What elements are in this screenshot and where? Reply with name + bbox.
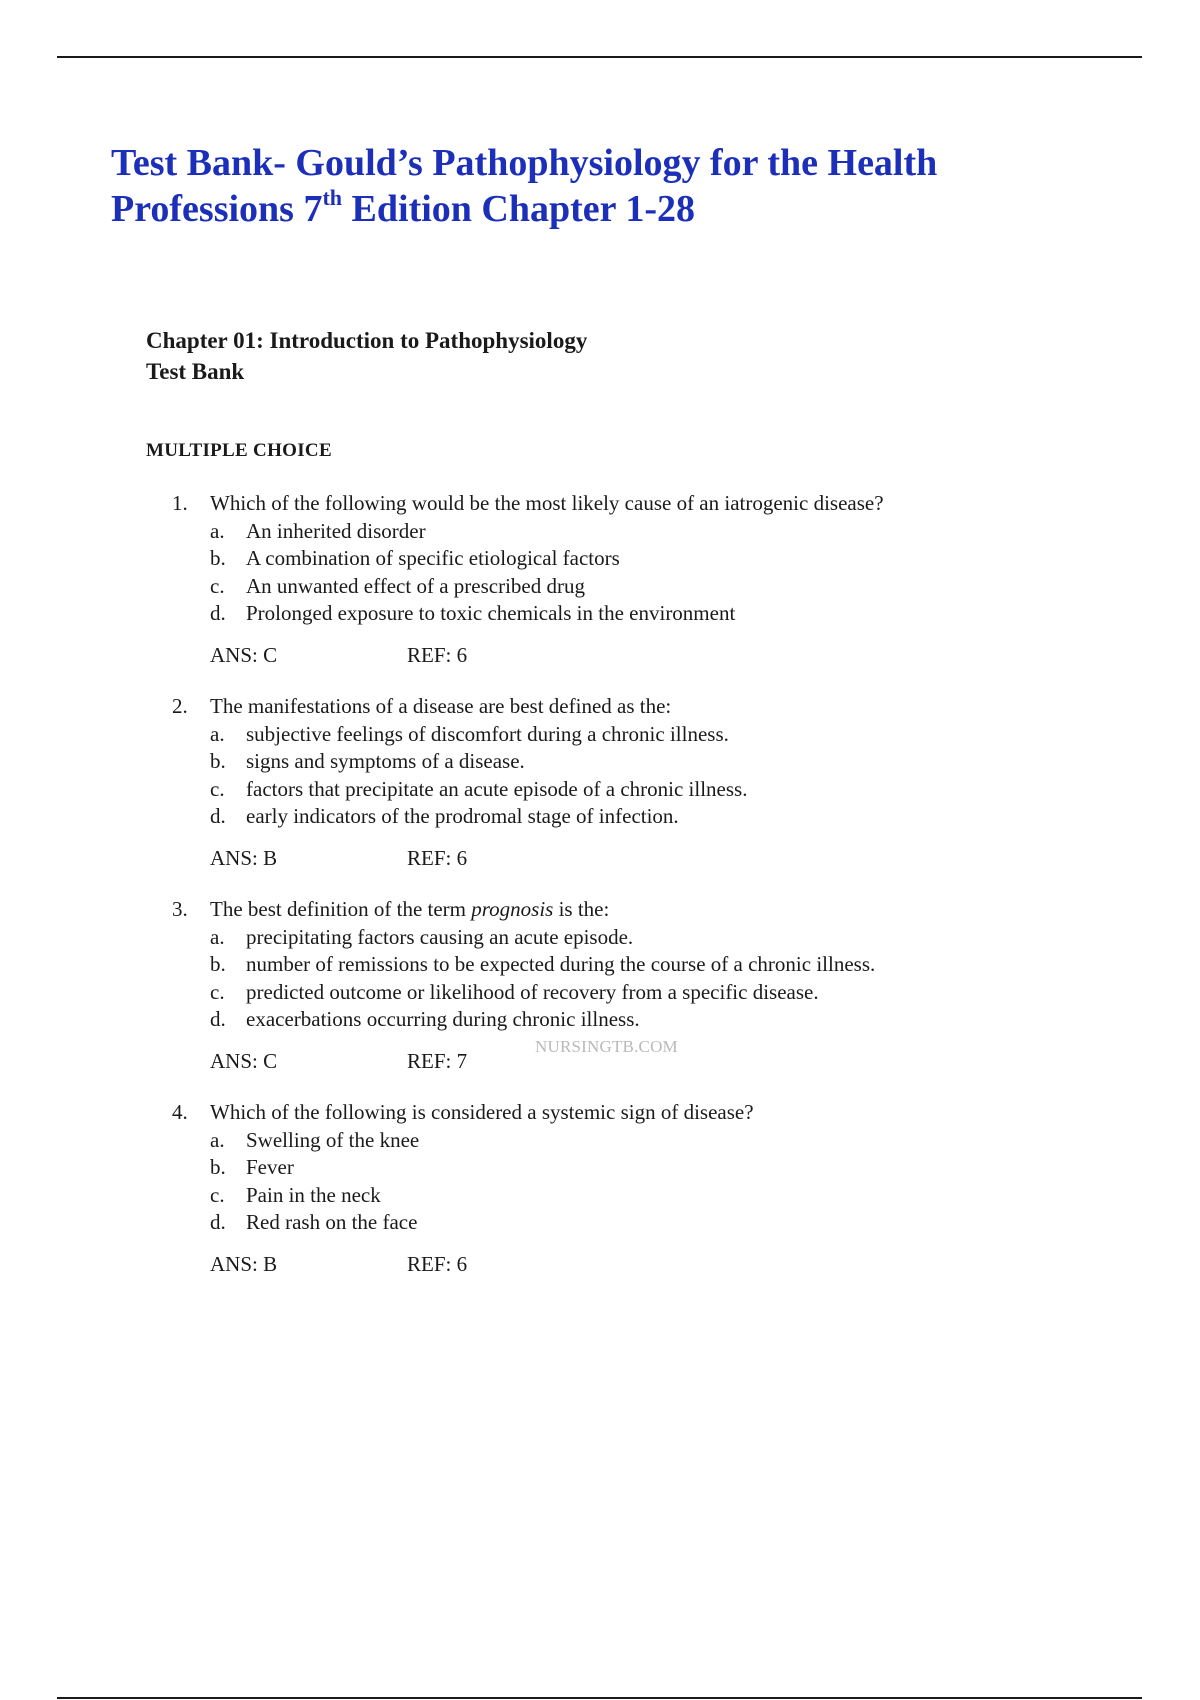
bottom-rule [57,1697,1142,1699]
answer-key: ANS: C [210,642,278,667]
option-b [210,748,1072,776]
option-text: Swelling of the knee [246,1127,420,1152]
option-list [210,518,1072,628]
watermark: NURSINGTB.COM [535,1037,678,1056]
question-number: 4. [172,1100,188,1124]
option-d [210,803,1072,831]
answer-key: ANS: B [210,845,278,870]
option-text: Prolonged exposure to toxic chemicals in the environment [246,601,736,625]
option-d [210,600,1072,628]
question-stem: The manifestations of a disease are best defined as the: [210,694,672,718]
option-text: Fever [246,1155,294,1179]
chapter-title: Chapter 01: Introduction to Pathophysiology [146,328,588,353]
answer-key: ANS: C [210,1048,278,1073]
option-text: exacerbations occurring during chronic illness. [246,1007,640,1031]
option-letter: b. [210,546,226,570]
question-stem: Which of the following is considered a systemic sign of disease? [210,1100,754,1124]
option-b [210,545,1072,573]
reference: REF: 7 [407,1048,468,1073]
option-text: An unwanted effect of a prescribed drug [246,573,585,598]
option-list [210,1127,1072,1237]
option-letter: c. [210,979,225,1004]
option-c [210,776,1072,804]
option-text: An inherited disorder [246,518,426,543]
question-2 [172,693,1072,872]
top-rule [57,56,1142,58]
option-a [210,1127,1072,1155]
option-c [210,1182,1072,1210]
question-stem [210,896,1072,924]
question-1 [172,490,1072,669]
option-letter: c. [210,1182,225,1207]
option-letter: a. [210,721,225,746]
option-letter: a. [210,924,225,949]
option-letter: a. [210,518,225,543]
option-letter: d. [210,1210,226,1234]
document-title [111,140,1111,232]
option-a [210,721,1072,749]
question-number: 3. [172,897,188,921]
answer-row [210,1251,1072,1279]
option-text: predicted outcome or likelihood of recovery from a specific disease. [246,979,819,1004]
answer-row [210,642,1072,670]
question-number: 2. [172,694,188,718]
option-text: Pain in the neck [246,1182,381,1207]
option-b [210,951,1072,979]
option-text: number of remissions to be expected during the course of a chronic illness. [246,952,876,976]
option-text: factors that precipitate an acute episode of a chronic illness. [246,776,748,801]
option-a [210,518,1072,546]
question-stem: Which of the following would be the most likely cause of an iatrogenic disease? [210,491,884,515]
option-text: early indicators of the prodromal stage of infection. [246,804,679,828]
reference: REF: 6 [407,1251,468,1276]
option-text: precipitating factors causing an acute episode. [246,924,634,949]
option-letter: c. [210,573,225,598]
option-letter: b. [210,749,226,773]
answer-key: ANS: B [210,1251,278,1276]
title-line-2-start: Professions 7 [111,188,323,230]
option-c [210,573,1072,601]
option-b [210,1154,1072,1182]
option-list [210,924,1072,1034]
option-c [210,979,1072,1007]
option-letter: b. [210,952,226,976]
title-line-2-end: Edition Chapter 1-28 [342,188,695,230]
section-label: MULTIPLE CHOICE [146,440,332,461]
option-text: Red rash on the face [246,1210,418,1234]
option-letter: b. [210,1155,226,1179]
question-stem-end: is the: [553,897,610,921]
option-d [210,1209,1072,1237]
option-letter: c. [210,776,225,801]
option-letter: d. [210,601,226,625]
option-text: subjective feelings of discomfort during a chronic illness. [246,721,729,746]
question-stem-start: The best definition of the term [210,897,472,921]
option-a [210,924,1072,952]
option-text: A combination of specific etiological factors [246,546,620,570]
question-stem-term: prognosis [471,897,554,921]
title-superscript: th [322,185,343,211]
title-line-1: Test Bank- Gould’s Pathophysiology for the Health [111,142,938,184]
answer-row [210,845,1072,873]
option-letter: d. [210,804,226,828]
reference: REF: 6 [407,642,468,667]
question-number: 1. [172,491,188,515]
option-d [210,1006,1072,1034]
question-4 [172,1099,1072,1278]
option-list [210,721,1072,831]
option-letter: d. [210,1007,226,1031]
chapter-heading [146,325,587,387]
reference: REF: 6 [407,845,468,870]
chapter-subtitle: Test Bank [146,359,245,384]
option-text: signs and symptoms of a disease. [246,749,525,773]
question-list [172,490,1072,1302]
option-letter: a. [210,1127,225,1152]
